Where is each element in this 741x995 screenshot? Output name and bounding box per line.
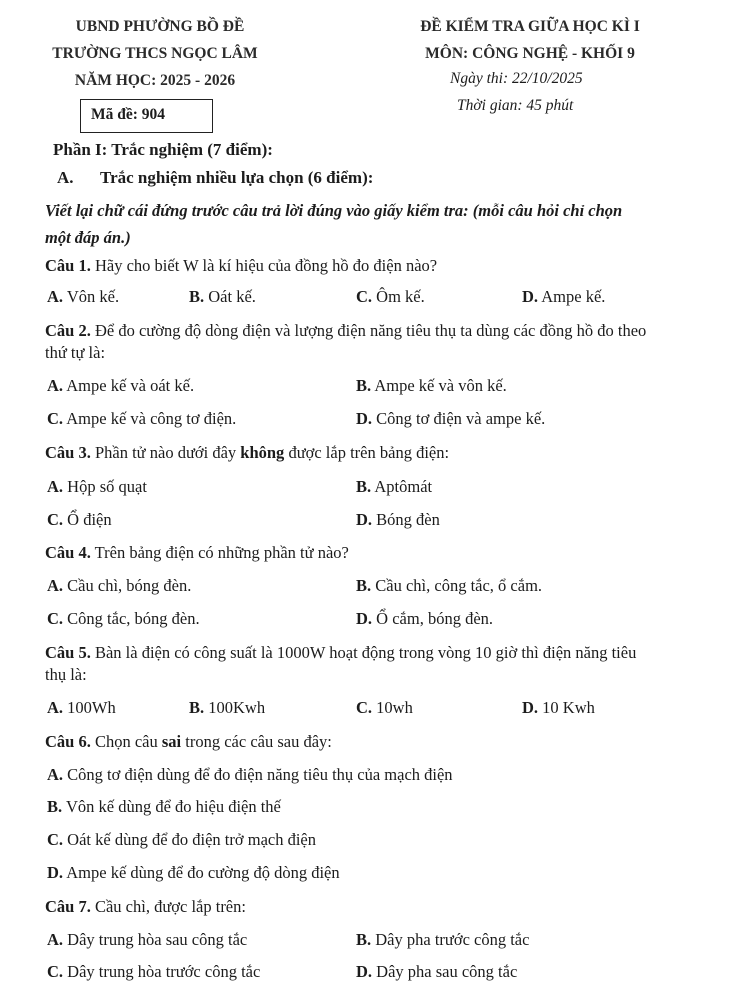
question-text: Bàn là điện có công suất là 1000W hoạt động trong vòng 10 giờ thì điện năng tiêu xyxy=(94,643,637,662)
option-7b: B. Dây pha trước công tắc xyxy=(356,930,530,949)
section-a-letter: A. xyxy=(57,168,74,187)
option-1a: A. Vôn kế. xyxy=(47,287,120,306)
question-label: Câu 7. xyxy=(45,897,91,916)
option-4d: D. Ổ cắm, bóng đèn. xyxy=(356,609,494,628)
question-5-line2: thụ là: xyxy=(45,665,87,684)
question-label: Câu 1. xyxy=(45,256,91,275)
exam-duration: Thời gian: 45 phút xyxy=(457,97,574,114)
option-7d: D. Dây pha sau công tắc xyxy=(356,962,518,981)
question-label: Câu 6. xyxy=(45,732,91,751)
option-1b: B. Oát kế. xyxy=(189,287,256,306)
option-6c: C. Oát kế dùng để đo điện trở mạch điện xyxy=(47,830,316,849)
question-text: Để đo cường độ dòng điện và lượng điện năng tiêu thụ ta dùng các đồng hồ đo theo xyxy=(94,321,647,340)
option-3c: C. Ổ điện xyxy=(47,510,112,529)
question-6: Câu 6. Chọn câu sai trong các câu sau đây: xyxy=(45,732,332,751)
header-school: TRƯỜNG THCS NGỌC LÂM xyxy=(52,45,258,62)
option-5b: B. 100Kwh xyxy=(189,698,266,717)
question-label: Câu 2. xyxy=(45,321,91,340)
exam-code: Mã đề: 904 xyxy=(91,106,166,123)
question-2 xyxy=(45,321,646,341)
option-1d: D. Ampe kế. xyxy=(522,287,606,306)
option-2c: C. Ampe kế và công tơ điện. xyxy=(47,409,237,428)
instruction-line1: Viết lại chữ cái đứng trước câu trả lời đúng vào giấy kiểm tra: (mỗi câu hỏi chỉ chọn xyxy=(45,201,623,220)
option-5a: A. 100Wh xyxy=(47,698,116,717)
question-text: Hãy cho biết W là kí hiệu của đồng hồ đo điện nào? xyxy=(94,256,438,275)
header-school-year: NĂM HỌC: 2025 - 2026 xyxy=(74,72,236,89)
question-label: Câu 5. xyxy=(45,643,91,662)
option-4a: A. Cầu chì, bóng đèn. xyxy=(47,576,192,595)
option-2b: B. Ampe kế và vôn kế. xyxy=(356,376,507,395)
exam-title: ĐỀ KIỂM TRA GIỮA HỌC KÌ I xyxy=(420,18,640,35)
question-3: Câu 3. Phần tử nào dưới đây không được lắp trên bảng điện: xyxy=(45,443,450,462)
question-text: Trên bảng điện có những phần tử nào? xyxy=(94,543,349,562)
option-7a: A. Dây trung hòa sau công tắc xyxy=(47,930,248,949)
question-text: Cầu chì, được lắp trên: xyxy=(94,897,246,916)
section-a-title: Trắc nghiệm nhiều lựa chọn (6 điểm): xyxy=(100,168,374,187)
option-3a: A. Hộp số quạt xyxy=(47,477,147,496)
option-3d: D. Bóng đèn xyxy=(356,510,440,529)
emphasis-word: sai xyxy=(161,732,182,751)
option-2a: A. Ampe kế và oát kế. xyxy=(47,376,195,395)
question-label: Câu 4. xyxy=(45,543,91,562)
question-4 xyxy=(45,543,349,563)
instruction-line2: một đáp án.) xyxy=(45,228,131,247)
option-4b: B. Cầu chì, công tắc, ổ cắm. xyxy=(356,576,543,595)
option-5d: D. 10 Kwh xyxy=(522,698,595,717)
exam-subject: MÔN: CÔNG NGHỆ - KHỐI 9 xyxy=(425,45,635,62)
part1-title: Phần I: Trắc nghiệm (7 điểm): xyxy=(53,140,273,159)
option-3b: B. Aptômát xyxy=(356,477,433,496)
header-ward: UBND PHƯỜNG BỒ ĐỀ xyxy=(75,18,245,35)
question-2-line2: thứ tự là: xyxy=(45,343,106,362)
question-label: Câu 3. xyxy=(45,443,91,462)
option-7c: C. Dây trung hòa trước công tắc xyxy=(47,962,261,981)
option-6a: A. Công tơ điện dùng để đo điện năng tiêu thụ của mạch điện xyxy=(47,765,453,784)
question-7 xyxy=(45,897,246,917)
option-4c: C. Công tắc, bóng đèn. xyxy=(47,609,200,628)
option-2d: D. Công tơ điện và ampe kế. xyxy=(356,409,546,428)
option-5c: C. 10wh xyxy=(356,698,413,717)
option-1c: C. Ôm kế. xyxy=(356,287,425,306)
exam-code-box xyxy=(80,99,213,133)
option-6b: B. Vôn kế dùng để đo hiệu điện thế xyxy=(47,797,281,816)
option-6d: D. Ampe kế dùng để đo cường độ dòng điện xyxy=(47,863,340,882)
emphasis-word: không xyxy=(240,443,285,462)
question-1 xyxy=(45,256,437,276)
question-5 xyxy=(45,643,636,663)
exam-date: Ngày thi: 22/10/2025 xyxy=(450,70,583,87)
